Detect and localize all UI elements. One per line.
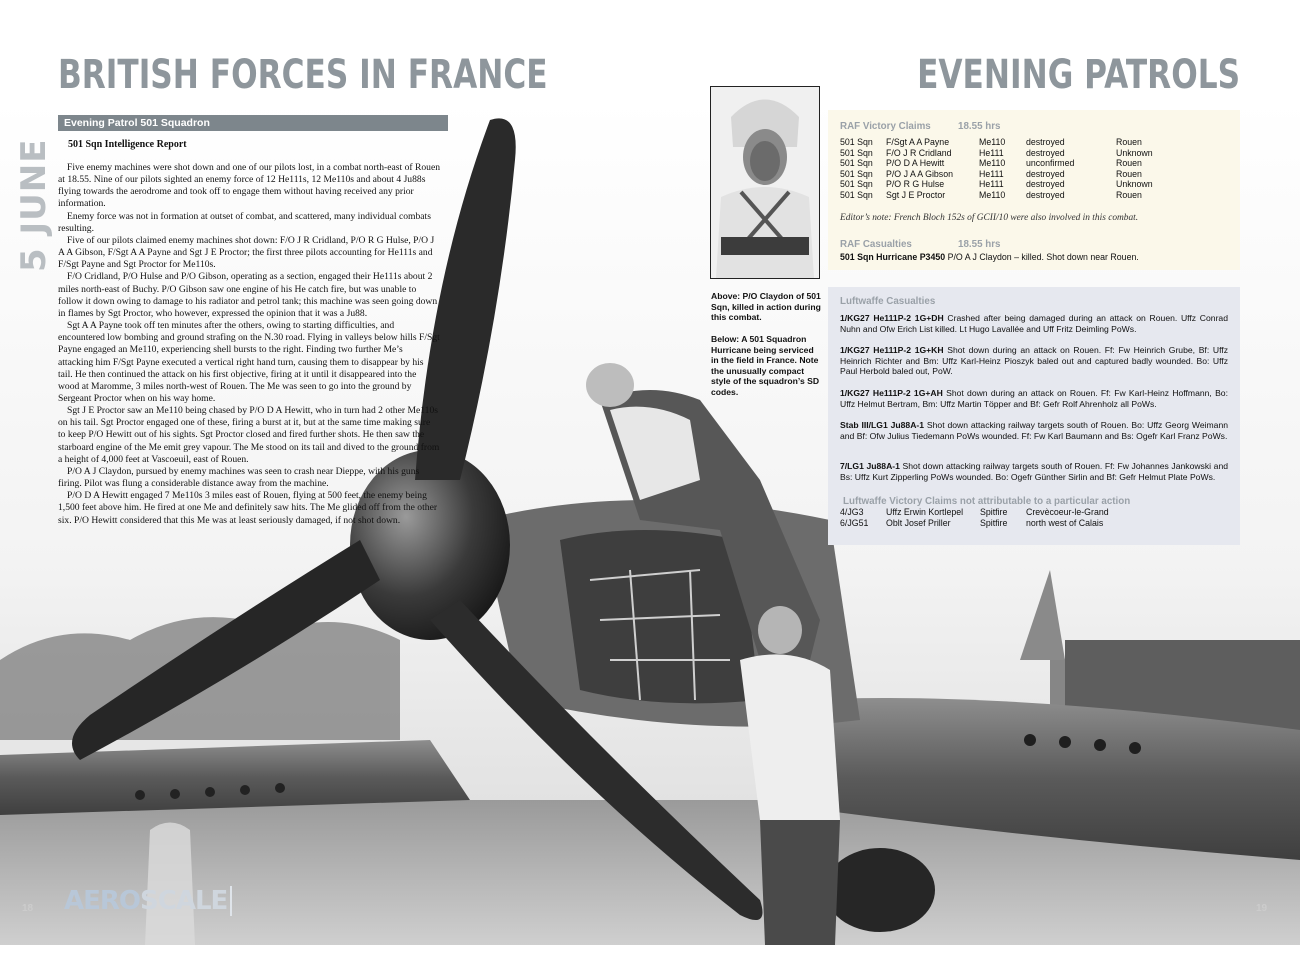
lw-claim-type: Spitfire <box>980 517 1008 528</box>
report-paragraph: Enemy force was not in formation at outset of combat, and scattered, many individual combats resulting. <box>58 210 431 234</box>
raf-claim-unit: 501 Sqn <box>840 147 873 158</box>
lw-entry-id: 7/LG1 Ju88A-1 <box>840 461 900 471</box>
raf-claim-place: Rouen <box>1116 190 1142 200</box>
raf-claim-type: He111 <box>979 179 1004 190</box>
report-paragraph: Sgt J E Proctor saw an Me110 being chased by P/O D A Hewitt, who in turn had 2 other Me110s on his tail. Sgt Proctor engaged one of these, firing a burst at it, but at the same time making sure to keep P/O Hewitt out of his sights. Sgt Proctor closed and fired further shots. He then saw the starboard engine of the Me emit grey vapour. The Me stood on its tail and dived to the ground from a height of 4,000 feet at Vascoeuil, east of Rouen. <box>58 405 440 465</box>
raf-claim-pilot: F/Sgt A A Payne <box>886 137 950 147</box>
raf-claim-result: unconfirmed <box>1026 158 1075 169</box>
raf-claims-label: RAF Victory Claims <box>840 121 931 132</box>
raf-claim-pilot: F/O J R Cridland <box>886 147 952 158</box>
raf-claim-place: Unknown <box>1116 179 1153 190</box>
page-heading-right: EVENING PATROLS <box>917 52 1240 98</box>
report-paragraph: F/O Cridland, P/O Hulse and P/O Gibson, operating as a section, engaged their He111s about 2 miles north-east of Buchy. P/O Gibson saw one engine of his He catch fire, but was unable to follow it down owing to damage to his radiator and petrol tank; this machine was seen going down in flames by Sgt Proctor, who however, expressed the opinion that it was a Ju88. <box>58 271 438 319</box>
raf-claim-result: destroyed <box>1026 190 1065 200</box>
lw-entry-id: 1/KG27 He111P-2 1G+KH <box>840 345 944 355</box>
raf-claims-time: 18.55 hrs <box>958 121 1001 132</box>
lw-casualty-entry <box>840 388 1228 409</box>
raf-casualty-line <box>840 252 1139 262</box>
lw-claim-unit: 4/JG3 <box>840 507 864 517</box>
raf-claim-place: Rouen <box>1116 137 1142 147</box>
lw-entry-text: Shot down attacking railway targets south of Rouen. Bo: Uffz Georg Weimann and Bf: Ofw Julius Tiedemann PoWs wounded. Ff: Fw Karl Baumann and Bs: Ogefr Karl Franz PoWs. <box>840 420 1229 441</box>
lw-entry-text: Shot down attacking railway targets south of Rouen. Ff: Fw Johannes Jankowski and Bs: Uffz Kurt Zipperling PoWs wounded. Bo: Ogefr Günther Sirlin and Bf: Gefr Helmut Plate PoWs. <box>840 461 1228 482</box>
luftwaffe-casualties-label: Luftwaffe Casualties <box>840 296 936 307</box>
casualty-aircraft: 501 Sqn Hurricane P3450 <box>840 252 946 262</box>
raf-casualties-time: 18.55 hrs <box>958 239 1001 250</box>
raf-claim-place: Unknown <box>1116 147 1153 158</box>
raf-claim-type: Me110 <box>979 137 1006 147</box>
lw-claim-pilot: Uffz Erwin Kortlepel <box>886 507 964 517</box>
raf-claim-result: destroyed <box>1026 179 1065 190</box>
caption-above: Above: P/O Claydon of 501 Sqn, killed in action during this combat. <box>711 291 821 322</box>
raf-claim-unit: 501 Sqn <box>840 179 873 190</box>
raf-claim-unit: 501 Sqn <box>840 158 873 169</box>
report-paragraph: P/O D A Hewitt engaged 7 Me110s 3 miles east of Rouen, flying at 500 feet, the enemy being 1,500 feet above him. He fired at one Me and definitely saw hits. The Me glided off from the other six. P/O Hewitt considered that this Me was at least seriously damaged, if not shot down. <box>58 490 438 526</box>
aeroscale-logo <box>64 886 232 916</box>
lw-claim-place: north west of Calais <box>1026 517 1104 528</box>
report-paragraph: Sgt A A Payne took off ten minutes after the others, owing to starting difficulties, and encountered low bombing and ground strafing on the N.30 road. Flying in valleys below hills F/Sgt Payne engaged an Me110, experiencing shell bursts to the right. Finding two further Me’s attacking him F/Sgt Payne executed a vertical right hand turn, causing them to disappear by his tail. He then continued the attack on his first objective, firing at it until it disappeared into the wood at Maromme, 3 miles north-west of Rouen. The Me was seen to go into the ground by Sergeant Proctor when on his way home. <box>58 320 440 404</box>
raf-claim-pilot: P/O D A Hewitt <box>886 158 945 169</box>
raf-claim-place: Rouen <box>1116 168 1142 179</box>
intelligence-report <box>58 162 440 527</box>
raf-claim-pilot: P/O J A A Gibson <box>886 168 953 179</box>
raf-claim-result: destroyed <box>1026 137 1065 147</box>
lw-entry-id: Stab III/LG1 Ju88A-1 <box>840 420 925 430</box>
raf-claim-pilot: P/O R G Hulse <box>886 179 945 190</box>
raf-claim-unit: 501 Sqn <box>840 137 873 147</box>
raf-claim-type: He111 <box>979 168 1004 179</box>
lw-claim-place: Crevècoeur-le-Grand <box>1026 507 1109 517</box>
raf-claim-type: He111 <box>979 147 1004 158</box>
raf-casualties-label: RAF Casualties <box>840 239 912 250</box>
page-heading-left: BRITISH FORCES IN FRANCE <box>58 52 548 98</box>
lw-claim-unit: 6/JG51 <box>840 517 869 528</box>
report-paragraph: Five enemy machines were shot down and one of our pilots lost, in a combat north-east of Rouen at 18.55. Nine of our pilots sighted an enemy force of 12 He111s, 12 Me110s and about 4 Ju88s flying towards the aerodrome and took off to engage them without having received any prior information. <box>58 162 441 210</box>
report-paragraph: P/O A J Claydon, pursued by enemy machines was seen to crash near Dieppe, with his guns firing. Pilot was flung a considerable distance away from the machine. <box>58 465 420 490</box>
casualty-text: P/O A J Claydon – killed. Shot down near Rouen. <box>947 252 1139 262</box>
raf-claim-type: Me110 <box>979 158 1006 169</box>
lw-victory-claims-label: Luftwaffe Victory Claims not attributable to a particular action <box>843 496 1131 507</box>
editors-note: Editor’s note: French Bloch 152s of GCII/10 were also involved in this combat. <box>840 213 1139 223</box>
raf-claim-result: destroyed <box>1026 168 1065 179</box>
lw-casualty-entry <box>840 313 1228 334</box>
logo-part-scale: SCALE <box>140 886 228 916</box>
claydon-portrait-photo <box>710 86 820 279</box>
lw-claim-pilot: Oblt Josef Priller <box>886 517 951 528</box>
lw-entry-text: Shot down during an attack on Rouen. Ff: Fw Heinrich Grube, Bf: Uffz Heinrich Richter and Bm: Uffz Karl-Heinz Pioszyk baled out and captured badly wounded. Bo: Uffz Paul Herbold baled out, PoW. <box>840 345 1228 377</box>
lw-entry-text: Crashed after being damaged during an attack on Rouen. Uffz Conrad Nuhn and Ofw Erich List killed. Lt Hugo Lavallée and Uff Fritz Deimling PoWs. <box>840 313 1228 334</box>
lw-casualty-entry <box>840 420 1228 441</box>
raf-claim-unit: 501 Sqn <box>840 168 873 179</box>
lw-claim-type: Spitfire <box>980 507 1008 517</box>
raf-claim-unit: 501 Sqn <box>840 190 873 200</box>
lw-casualty-entry <box>840 345 1228 377</box>
raf-claim-pilot: Sgt J E Proctor <box>886 190 946 200</box>
caption-below: Below: A 501 Squadron Hurricane being serviced in the field in France. Note the unusually compact style of the squadron’s SD codes. <box>711 334 820 397</box>
report-paragraph: Five of our pilots claimed enemy machines shot down: F/O J R Cridland, P/O R G Hulse, P/O J A A Gibson, F/Sgt A A Payne and Sgt J E Proctor; the first three pilots accounting for He111s and F/Sgt Payne and Sgt Proctor for Me110s. <box>58 234 435 271</box>
raf-claim-place: Rouen <box>1116 158 1142 169</box>
report-title: 501 Sqn Intelligence Report <box>68 139 187 150</box>
lw-casualty-entry <box>840 461 1228 482</box>
logo-part-aero: AERO <box>64 886 141 916</box>
lw-entry-id: 1/KG27 He111P-2 1G+DH <box>840 313 944 323</box>
raf-claim-result: destroyed <box>1026 147 1065 158</box>
raf-claim-type: Me110 <box>979 190 1006 200</box>
lw-entry-text: Shot down during an attack on Rouen. Ff: Fw Karl-Heinz Hoffmann, Bo: Uffz Helmut Bertram, Bm: Uffz Martin Töpper and Bf: Gefr Rolf Ahrenholz all PoWs. <box>840 388 1228 409</box>
page-number-left: 18 <box>22 903 34 914</box>
lw-entry-id: 1/KG27 He111P-2 1G+AH <box>840 388 943 398</box>
side-date-label: 5 JUNE <box>14 138 54 272</box>
section-bar: Evening Patrol 501 Squadron <box>58 115 448 131</box>
page-number-right: 19 <box>1256 903 1268 914</box>
